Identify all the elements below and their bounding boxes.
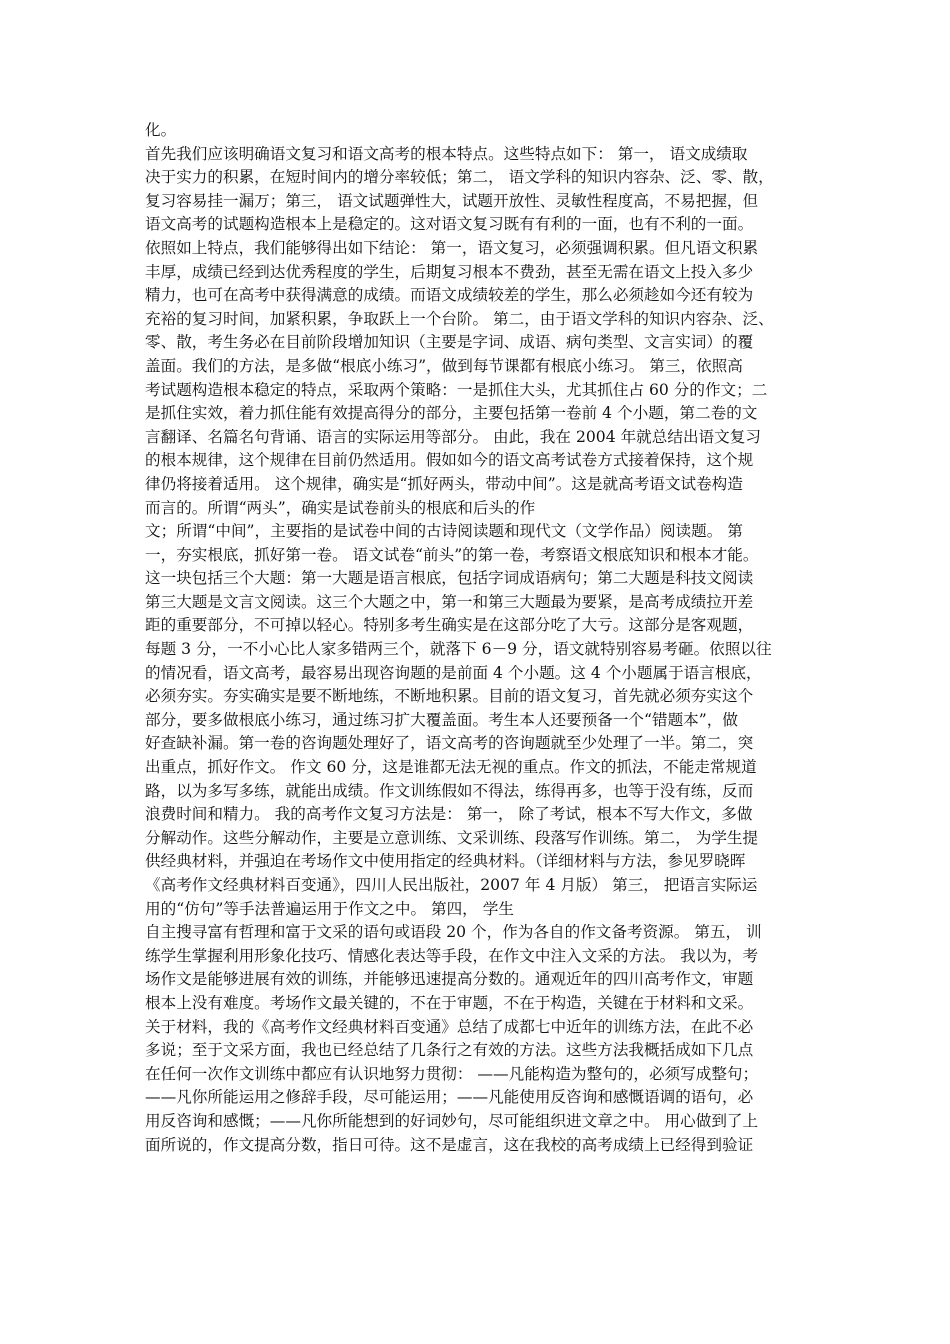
- text-line: 语文高考的试题构造根本上是稳定的。这对语文复习既有有利的一面，也有不利的一面。: [145, 215, 754, 234]
- text-line: 首先我们应该明确语文复习和语文高考的根本特点。这些特点如下： 第一， 语文成绩取: [145, 144, 748, 163]
- text-line: 的根本规律，这个规律在目前仍然适用。假如如今的语文高考试卷方式接着保持，这个规: [145, 451, 754, 470]
- text-line: 在任何一次作文训练中都应有认识地努力贯彻： ——凡能构造为整句的，必须写成整句；: [145, 1064, 759, 1083]
- text-line: 多说；至于文采方面，我也已经总结了几条行之有效的方法。这些方法我概括成如下几点: [145, 1041, 754, 1060]
- text-line: 距的重要部分，不可掉以轻心。特别多考生确实是在这部分吃了大亏。这部分是客观题，: [145, 616, 754, 635]
- text-line: 丰厚，成绩已经到达优秀程度的学生，后期复习根本不费劲，甚至无需在语文上投入多少: [145, 262, 754, 281]
- text-line: 律仍将接着适用。 这个规律，确实是“抓好两头，带动中间”。这是就高考语文试卷构造: [145, 474, 743, 493]
- text-line: 必须夯实。夯实确实是要不断地练，不断地积累。目前的语文复习，首先就必须夯实这个: [145, 687, 754, 706]
- text-line: 面所说的，作文提高分数，指日可待。这不是虚言，这在我校的高考成绩上已经得到验证: [145, 1135, 754, 1154]
- text-line: 练学生掌握利用形象化技巧、情感化表达等手段，在作文中注入文采的方法。 我以为，考: [145, 946, 759, 965]
- text-line: 一，夯实根底，抓好第一卷。 语文试卷“前头”的第一卷，考察语文根底知识和根本才能。: [145, 545, 759, 564]
- text-line: 用的“仿句”等手法普遍运用于作文之中。 第四， 学生: [145, 899, 514, 918]
- text-line: 言翻译、名篇名句背诵、语言的实际运用等部分。 由此，我在 2004 年就总结出语文复习: [145, 427, 761, 446]
- text-line: 供经典材料，并强迫在考场作文中使用指定的经典材料。（详细材料与方法，参见罗晓晖: [145, 852, 746, 871]
- text-line: 第三大题是文言文阅读。这三个大题之中，第一和第三大题最为要紧，是高考成绩拉开差: [145, 592, 754, 611]
- text-line: 关于材料，我的《高考作文经典材料百变通》总结了成都七中近年的训练方法，在此不必: [145, 1017, 754, 1036]
- text-line: ——凡你所能运用之修辞手段，尽可能运用；——凡能使用反咨询和感慨语调的语句，必: [145, 1088, 754, 1107]
- text-line: 自主搜寻富有哲理和富于文采的语句或语段 20 个，作为各自的作文备考资源。 第五， 训: [145, 923, 762, 942]
- text-line: 场作文是能够进展有效的训练，并能够迅速提高分数的。通观近年的四川高考作文，审题: [145, 970, 754, 989]
- text-line: 的情况看，语文高考，最容易出现咨询题的是前面 4 个小题。这 4 个小题属于语言根底，: [145, 663, 762, 682]
- text-line: 考试题构造根本稳定的特点，采取两个策略：一是抓住大头，尤其抓住占 60 分的作文；二: [145, 380, 768, 399]
- text-line: 部分，要多做根底小练习，通过练习扩大覆盖面。考生本人还要预备一个“错题本”，做: [145, 710, 738, 729]
- text-line: 复习容易挂一漏万；第三， 语文试题弹性大，试题开放性、灵敏性程度高，不易把握，但: [145, 191, 759, 210]
- text-line: 依照如上特点，我们能够得出如下结论： 第一，语文复习，必须强调积累。但凡语文积累: [145, 238, 759, 257]
- text-line: 精力，也可在高考中获得满意的成绩。而语文成绩较差的学生，那么必须趁如今还有较为: [145, 286, 754, 305]
- text-line: 文；所谓“中间”，主要指的是试卷中间的古诗阅读题和现代文（文学作品）阅读题。 第: [145, 522, 743, 541]
- text-line: 用反咨询和感慨；——凡你所能想到的好词妙句，尽可能组织进文章之中。 用心做到了上: [145, 1111, 759, 1130]
- text-line: 《高考作文经典材料百变通》，四川人民出版社，2007 年 4 月版） 第三， 把语言实际运: [145, 876, 758, 894]
- text-line: 充裕的复习时间，加紧积累，争取跃上一个台阶。 第二，由于语文学科的知识内容杂、泛、: [145, 309, 774, 328]
- body-text: [145, 119, 815, 1157]
- text-line: 是抓住实效，着力抓住能有效提高得分的部分，主要包括第一卷前 4 个小题，第二卷的文: [145, 404, 758, 423]
- text-line: 好查缺补漏。第一卷的咨询题处理好了，语文高考的咨询题就至少处理了一半。第二，突: [145, 734, 754, 753]
- text-line: 路，以为多写多练，就能出成绩。作文训练假如不得法，练得再多，也等于没有练，反而: [145, 781, 754, 800]
- text-line: 这一块包括三个大题：第一大题是语言根底，包括字词成语病句；第二大题是科技文阅读: [145, 569, 754, 588]
- text-line: 根本上没有难度。考场作文最关键的，不在于审题，不在于构造，关键在于材料和文采。: [145, 993, 754, 1012]
- text-line: 浪费时间和精力。 我的高考作文复习方法是： 第一， 除了考试，根本不写大作文，多做: [145, 805, 753, 824]
- text-line: 而言的。所谓“两头”，确实是试卷前头的根底和后头的作: [145, 498, 536, 517]
- text-line: 化。: [145, 121, 177, 139]
- text-line: 分解动作。这些分解动作，主要是立意训练、文采训练、段落写作训练。第二， 为学生提: [145, 828, 759, 847]
- text-line: 盖面。我们的方法，是多做“根底小练习”，做到每节课都有根底小练习。 第三，依照高: [145, 356, 743, 375]
- text-line: 出重点，抓好作文。 作文 60 分，这是谁都无法无视的重点。作文的抓法，不能走常规道: [145, 758, 757, 777]
- text-line: 决于实力的积累，在短时间内的增分率较低；第二， 语文学科的知识内容杂、泛、零、散，: [145, 168, 774, 187]
- text-line: 零、散，考生务必在目前阶段增加知识（主要是字词、成语、病句类型、文言实词）的覆: [145, 333, 754, 352]
- text-line: 每题 3 分，一不小心比人家多错两三个，就落下 6－9 分，语文就特别容易考砸。依照以往: [145, 640, 772, 659]
